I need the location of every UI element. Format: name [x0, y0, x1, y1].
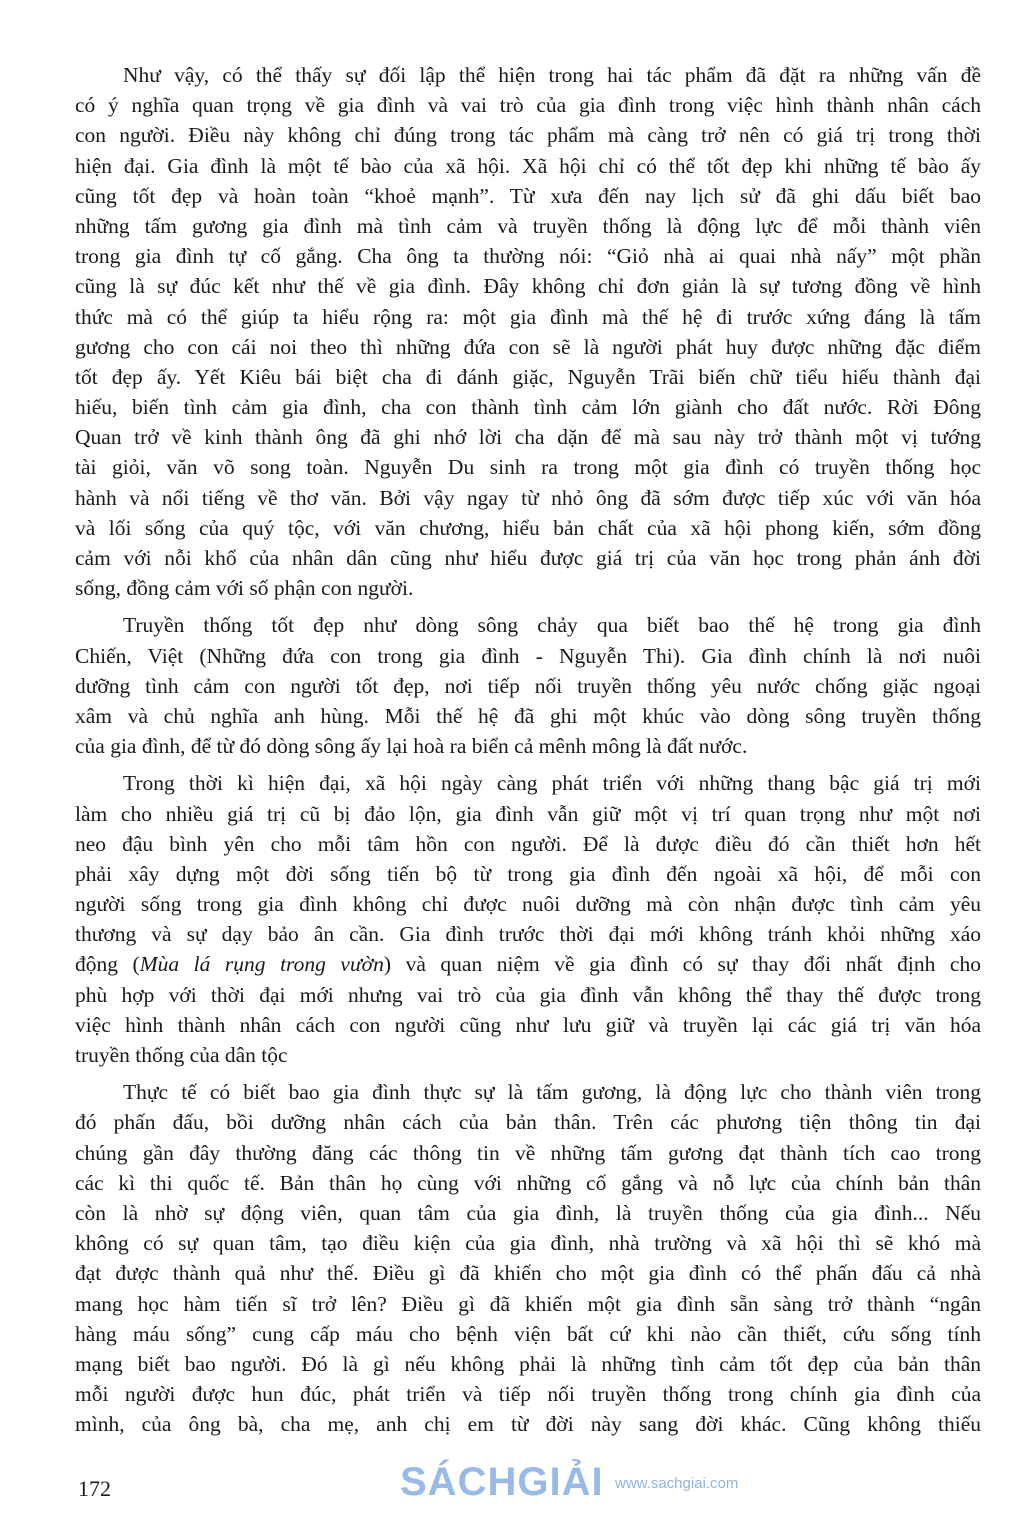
document-body: [75, 60, 981, 1446]
text-line: không có sự quan tâm, tạo điều kiện của gia đình, nhà trường và xã hội thì sẽ khó mà: [75, 1231, 981, 1256]
text-line: trong gia đình tự cố gắng. Cha ông ta thường nói: “Giỏ nhà ai quai nhà nấy” một phần: [75, 244, 981, 269]
text-line: cũng là sự đúc kết như thế về gia đình. Đây không chỉ đơn giản là sự tương đồng về hình: [75, 274, 981, 299]
text-line: Quan trở về kinh thành ông đã ghi nhớ lời cha dặn để mà sau này trở thành một vị tướng: [75, 425, 981, 450]
watermark-logo: [400, 1458, 820, 1508]
page-number: 172: [78, 1476, 111, 1501]
text-line: tốt đẹp ấy. Yết Kiêu bái biệt cha đi đánh giặc, Nguyễn Trãi biến chữ tiểu hiếu thành đại: [75, 364, 981, 389]
text-line: neo đậu bình yên cho mỗi tâm hồn con người. Để là được điều đó cần thiết hơn hết: [75, 831, 981, 856]
text-line: cũng tốt đẹp và hoàn toàn “khoẻ mạnh”. Từ xưa đến nay lịch sử đã ghi dấu biết bao: [75, 183, 981, 208]
text-line: [75, 949, 981, 979]
text-line: hành và nổi tiếng về thơ văn. Bởi vậy ngay từ nhỏ ông đã sớm được tiếp xúc với văn hóa: [75, 485, 981, 510]
text-line: truyền thống của dân tộc: [75, 1043, 288, 1067]
text-segment: động (: [75, 952, 140, 977]
text-line: và lối sống của quý tộc, với văn chương, hiểu bản chất của xã hội phong kiến, sớm đồng: [75, 515, 981, 540]
text-line: hiếu, biến tình cảm gia đình, cha con thành tình cảm lớn giành cho đất nước. Rời Đông: [75, 395, 981, 420]
text-line: Truyền thống tốt đẹp như dòng sông chảy qua biết bao thế hệ trong gia đình: [123, 613, 981, 638]
text-line: phải xây dựng một đời sống tiến bộ từ trong gia đình đến ngoài xã hội, để mỗi con: [75, 861, 981, 886]
paragraph: [75, 610, 981, 761]
text-line: mạng biết bao người. Đó là gì nếu không phải là những tình cảm tốt đẹp của bản thân: [75, 1351, 981, 1376]
text-line: đạt được thành quả như thế. Điều gì đã khiến cho một gia đình có thể phấn đấu cả nhà: [75, 1261, 981, 1286]
text-line: còn là nhờ sự động viên, quan tâm của gia đình, là truyền thống của gia đình... Nếu: [75, 1200, 981, 1225]
text-line: các kì thi quốc tế. Bản thân họ cùng với những cố gắng và nỗ lực của chính bản thân: [75, 1170, 981, 1195]
text-line: Như vậy, có thể thấy sự đối lập thể hiện trong hai tác phẩm đã đặt ra những vấn đề: [123, 63, 981, 87]
text-line: con người. Điều này không chỉ đúng trong tác phẩm mà càng trở nên có giá trị trong thời: [75, 123, 981, 148]
text-line: làm cho nhiều giá trị cũ bị đảo lộn, gia đình vẫn giữ một vị trí quan trọng như một nơi: [75, 801, 981, 826]
text-line: hàng máu sống” cung cấp máu cho bệnh viện bất cứ khi nào cần thiết, cứu sống tính: [75, 1321, 981, 1346]
text-line: có ý nghĩa quan trọng về gia đình và vai trò của gia đình trong việc hình thành nhân cách: [75, 93, 981, 118]
text-line: xâm và chủ nghĩa anh hùng. Mỗi thế hệ đã ghi một khúc vào dòng sông truyền thống: [75, 703, 981, 728]
text-line: những tấm gương gia đình mà tình cảm và truyền thống là động lực để mỗi thành viên: [75, 213, 981, 238]
text-line: việc hình thành nhân cách con người cũng như lưu giữ và truyền lại các giá trị văn hóa: [75, 1012, 981, 1037]
watermark-brand: SÁCHGIẢI: [400, 1460, 604, 1504]
text-segment: ) và quan niệm về gia đình có sự thay đổi nhất định cho: [383, 952, 981, 977]
text-line: thức mà có thể giúp ta hiểu rộng ra: một gia đình mà thế hệ đi trước xứng đáng là tấm: [75, 304, 981, 329]
text-line: tài giỏi, văn võ song toàn. Nguyễn Du sinh ra trong một gia đình có truyền thống học: [75, 455, 981, 480]
text-line: Chiến, Việt (Những đứa con trong gia đình - Nguyễn Thi). Gia đình chính là nơi nuôi: [75, 643, 981, 668]
text-line: thương và sự dạy bảo ân cần. Gia đình trước thời đại mới không tránh khỏi những xáo: [75, 922, 981, 947]
text-line: cảm với nỗi khổ của nhân dân cũng như hiểu được giá trị của văn học trong phản ánh đời: [75, 546, 981, 570]
paragraph: [75, 768, 981, 1070]
text-line: dưỡng tình cảm con người tốt đẹp, nơi tiếp nối truyền thống yêu nước chống giặc ngoại: [75, 673, 981, 698]
text-line: sống, đồng cảm với số phận con người.: [75, 576, 414, 601]
text-line: Thực tế có biết bao gia đình thực sự là tấm gương, là động lực cho thành viên trong: [123, 1080, 981, 1105]
text-line: người sống trong gia đình không chỉ được nuôi dưỡng mà còn nhận được tình cảm yêu: [75, 892, 981, 917]
text-line: Trong thời kì hiện đại, xã hội ngày càng phát triển với những thang bậc giá trị mới: [123, 771, 981, 796]
text-line: phù hợp với thời đại mới nhưng vai trò của gia đình vẫn không thể thay thế được trong: [75, 982, 981, 1007]
paragraph: [75, 60, 981, 603]
italic-title: Mùa lá rụng trong vườn: [139, 952, 384, 977]
watermark-url: www.sachgiai.com: [615, 1475, 739, 1492]
paragraph: [75, 1077, 981, 1439]
text-line: gương cho con cái noi theo thì những đứa con sẽ là người phát huy được những đặc điểm: [75, 334, 981, 359]
text-line: hiện đại. Gia đình là một tế bào của xã hội. Xã hội chỉ có thể tốt đẹp khi những tế bào ấy: [75, 153, 981, 178]
text-line: của gia đình, để từ đó dòng sông ấy lại hoà ra biển cả mênh mông là đất nước.: [75, 734, 748, 759]
text-line: mình, của ông bà, cha mẹ, anh chị em từ đời này sang đời khác. Cũng không thiếu: [75, 1412, 981, 1437]
text-line: mỗi người được hun đúc, phát triển và tiếp nối truyền thống trong chính gia đình của: [75, 1382, 981, 1407]
text-line: mang học hàm tiến sĩ trở lên? Điều gì đã khiến một gia đình sẵn sàng trở thành “ngân: [75, 1291, 981, 1316]
text-line: chúng gần đây thường đăng các thông tin về những tấm gương đạt thành tích cao trong: [75, 1140, 981, 1165]
text-line: đó phấn đấu, bồi dưỡng nhân cách của bản thân. Trên các phương tiện thông tin đại: [75, 1110, 981, 1135]
